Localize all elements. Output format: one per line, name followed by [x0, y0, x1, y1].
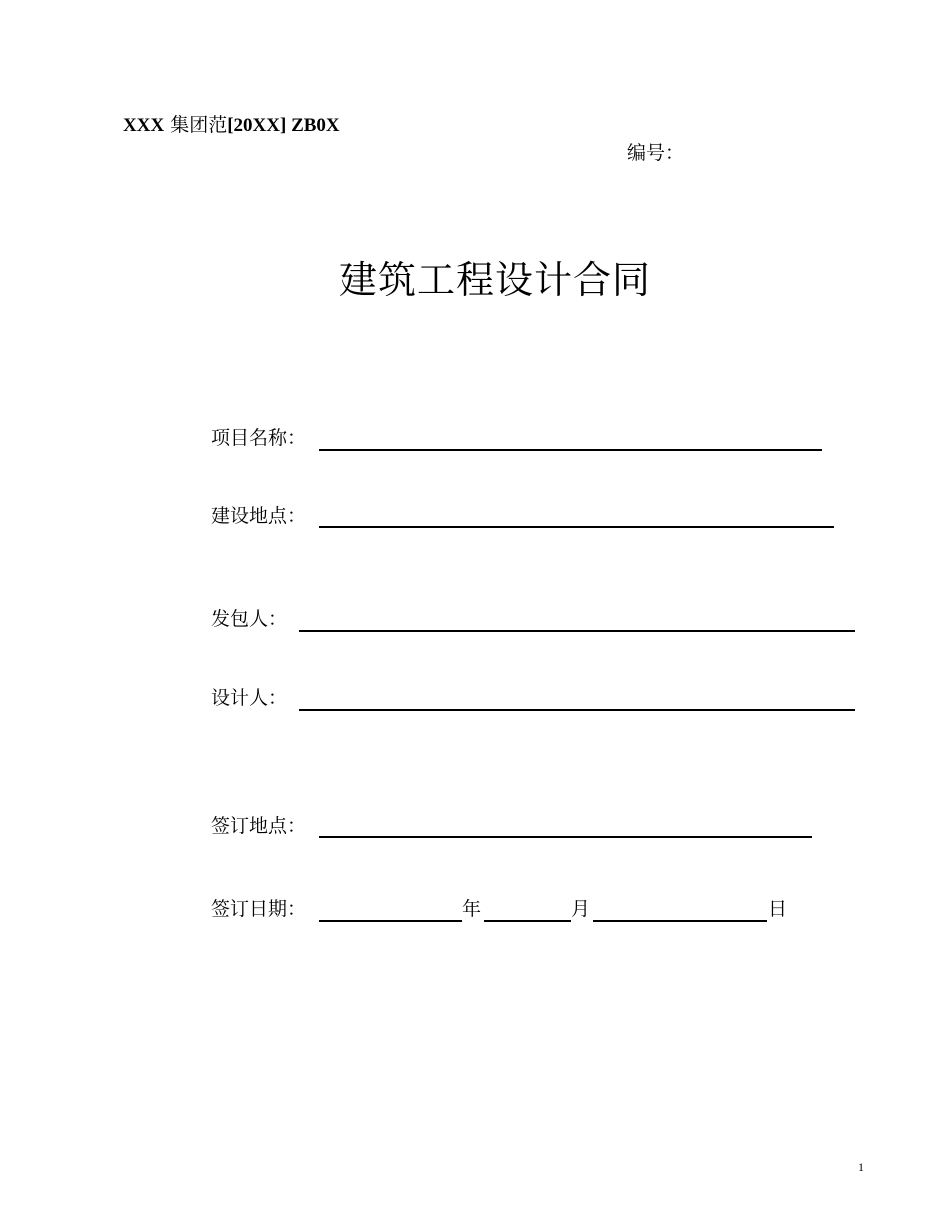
- contract-title: 建筑工程设计合同: [338, 258, 651, 302]
- designer-label: 设计人：: [211, 687, 288, 709]
- year-unit: 年: [462, 898, 482, 920]
- project-name-label: 项目名称：: [211, 427, 307, 449]
- signing-month-blank[interactable]: [484, 920, 571, 922]
- designer-blank[interactable]: [299, 709, 855, 711]
- month-unit: 月: [571, 898, 591, 920]
- day-unit: 日: [768, 898, 788, 920]
- signing-date-label: 签订日期：: [211, 898, 307, 920]
- client-label: 发包人：: [211, 608, 288, 630]
- signing-day-blank[interactable]: [593, 920, 767, 922]
- signing-place-blank[interactable]: [319, 836, 812, 838]
- construction-site-label: 建设地点：: [211, 505, 307, 527]
- client-blank[interactable]: [299, 630, 855, 632]
- project-name-blank[interactable]: [319, 449, 822, 451]
- signing-year-blank[interactable]: [319, 920, 462, 922]
- document-code: [123, 113, 340, 138]
- document-code-middle: 集团范: [164, 114, 228, 136]
- document-code-prefix: XXX: [123, 115, 165, 136]
- document-code-suffix: [20XX] ZB0X: [227, 115, 340, 136]
- construction-site-blank[interactable]: [319, 526, 834, 528]
- serial-number-label: 编号：: [627, 142, 685, 164]
- signing-place-label: 签订地点：: [211, 815, 307, 837]
- page-number: 1: [858, 1160, 864, 1174]
